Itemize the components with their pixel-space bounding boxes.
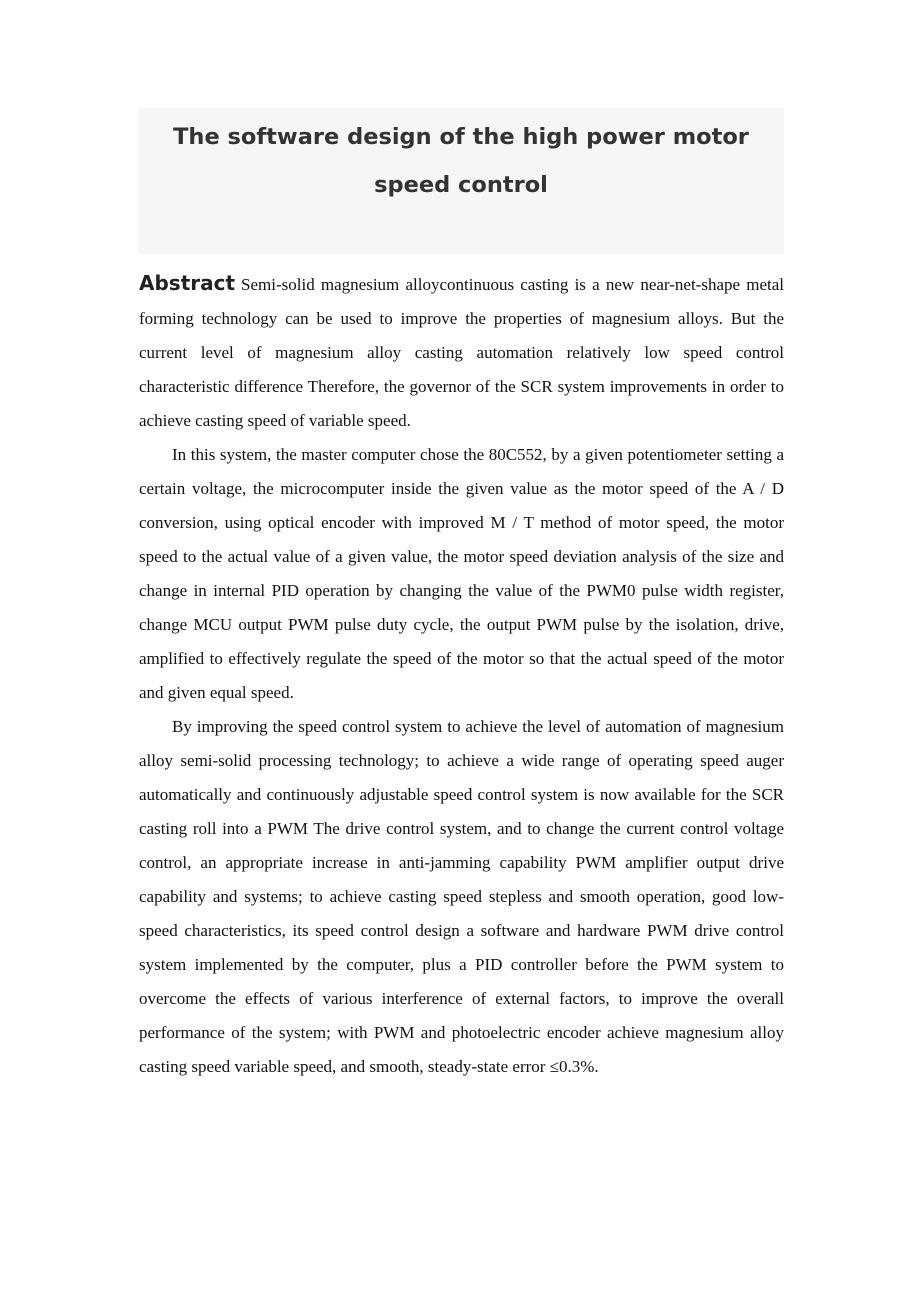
abstract-section	[139, 266, 784, 1084]
paragraph-text: Semi-solid magnesium alloycontinuous casting is a new near-net-shape metal forming technology can be used to improve the properties of magnesium alloys. But the current level of magnesium alloy casting automation relatively low speed control characteristic difference Therefore, the governor of the SCR system improvements in order to achieve casting speed of variable speed.	[139, 275, 784, 430]
abstract-paragraph-1	[139, 266, 784, 438]
abstract-paragraph-3: By improving the speed control system to achieve the level of automation of magnesium alloy semi-solid processing technology; to achieve a wide range of operating speed auger automatically and continuously adjustable speed control system is now available for the SCR casting roll into a PWM The drive control system, and to change the current control voltage control, an appropriate increase in anti-jamming capability PWM amplifier output drive capability and systems; to achieve casting speed stepless and smooth operation, good low-speed characteristics, its speed control design a software and hardware PWM drive control system implemented by the computer, plus a PID controller before the PWM system to overcome the effects of various interference of external factors, to improve the overall performance of the system; with PWM and photoelectric encoder achieve magnesium alloy casting speed variable speed, and smooth, steady-state error ≤0.3%.	[139, 717, 784, 1076]
abstract-label: Abstract	[139, 271, 236, 295]
document-title: The software design of the high power motor speed control	[173, 124, 749, 198]
abstract-paragraph-2: In this system, the master computer chose the 80C552, by a given potentiometer setting a certain voltage, the microcomputer inside the given value as the motor speed of the A / D conversion, using optical encoder with improved M / T method of motor speed, the motor speed to the actual value of a given value, the motor speed deviation analysis of the size and change in internal PID operation by changing the value of the PWM0 pulse width register, change MCU output PWM pulse duty cycle, the output PWM pulse by the isolation, drive, amplified to effectively regulate the speed of the motor so that the actual speed of the motor and given equal speed.	[139, 445, 784, 702]
